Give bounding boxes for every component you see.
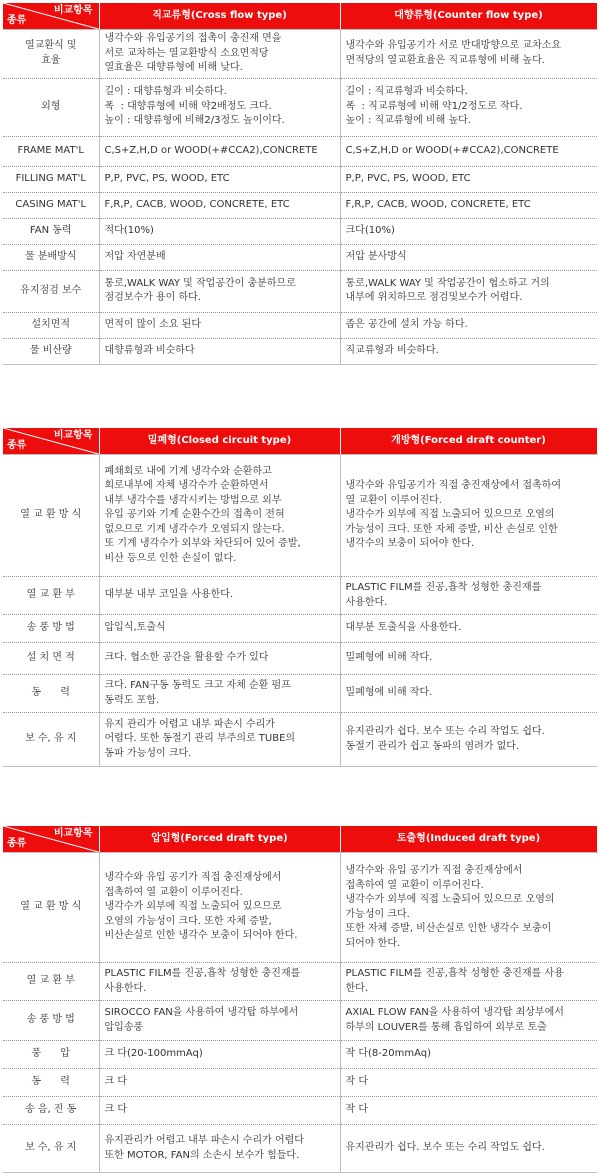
- table-row: [3, 455, 597, 577]
- cell-right: 작 다: [340, 1097, 597, 1125]
- corner-cell: [3, 3, 99, 30]
- cell-right: 밀폐형에 비해 작다.: [340, 643, 597, 675]
- cell-right: 통로,WALK WAY 및 작업공간이 협소하고 거의 내부에 위치하므로 점검및보수가 어렵다.: [340, 270, 597, 312]
- table-row: [3, 1041, 597, 1069]
- cell-right: 저압 분사방식: [340, 244, 597, 270]
- row-label: FRAME MAT'L: [3, 136, 99, 166]
- table-row: [3, 853, 597, 963]
- table-header: [3, 428, 597, 455]
- corner-bottom-label: 종류: [7, 14, 27, 26]
- row-label: CASING MAT'L: [3, 192, 99, 218]
- table-body: [3, 853, 597, 1173]
- corner-top-label: 비교항목: [53, 828, 93, 839]
- cell-right: 유지관리가 쉽다. 보수 또는 수리 작업도 쉽다.: [340, 1125, 597, 1173]
- corner-top-label: 비교항목: [53, 5, 93, 16]
- row-label: 동 력: [3, 1069, 99, 1097]
- cell-right: 크다(10%): [340, 218, 597, 244]
- row-label: 풍 압: [3, 1041, 99, 1069]
- table-row: [3, 244, 597, 270]
- comparison-table-forced-induced: [3, 826, 598, 1173]
- row-label: 열 교 환 부: [3, 963, 99, 1001]
- corner-cell: [3, 826, 99, 853]
- cell-right: 유지관리가 쉽다. 보수 또는 수리 작업도 쉽다. 동절기 관리가 쉽고 동파의 염려가 없다.: [340, 713, 597, 767]
- cell-left: 크 다(20-100mmAq): [99, 1041, 340, 1069]
- cell-right: 냉각수와 유입 공기가 직접 충진재상에서 접촉하여 열 교환이 이루어진다. 냉각수가 외부에 직접 노출되어 있으므로 오염의 가능성이 크다. 또한 자체 증발, 비산손실로 인한 냉각수 보충이 되어야 한다.: [340, 853, 597, 963]
- row-label: 보 수, 유 지: [3, 1125, 99, 1173]
- cell-left: 냉각수와 유입 공기가 직접 충진재상에서 접촉하여 열 교환이 이루어진다. 냉각수가 외부에 직접 노출되어 있으므로 오염의 가능성이 크다. 또한 자체 증발, 비산손실로 인한 냉각수 보충이 되어야 한다.: [99, 853, 340, 963]
- row-label: 보 수, 유 지: [3, 713, 99, 767]
- cell-left: 압입식,토출식: [99, 615, 340, 643]
- cell-right: AXIAL FLOW FAN을 사용하여 냉각탑 최상부에서 하부의 LOUVER를 통해 흡입하여 외부로 토출: [340, 1001, 597, 1041]
- cell-right: 작 다(8-20mmAq): [340, 1041, 597, 1069]
- corner-bottom-label: 종류: [7, 439, 27, 451]
- cell-left: 유지관리가 어렵고 내부 파손시 수리가 어렵다 또한 MOTOR, FAN의 소손시 보수가 힘들다.: [99, 1125, 340, 1173]
- cell-left: 적다(10%): [99, 218, 340, 244]
- table-row: [3, 577, 597, 615]
- row-label: 송 풍 방 법: [3, 615, 99, 643]
- cell-left: F,R,P, CACB, WOOD, CONCRETE, ETC: [99, 192, 340, 218]
- table-row: [3, 1069, 597, 1097]
- row-label: 외형: [3, 78, 99, 136]
- table-row: [3, 30, 597, 79]
- table-row: [3, 136, 597, 166]
- cell-right: 밀폐형에 비해 작다.: [340, 675, 597, 713]
- cell-left: 길이 : 대향류형과 비슷하다. 폭 : 대향류형에 비해 약2배정도 크다. 높이 : 대향류형에 비해2/3정도 높이이다.: [99, 78, 340, 136]
- cell-left: 크다. FAN구동 동력도 크고 자체 순환 펌프 동력도 포함.: [99, 675, 340, 713]
- row-label: 송 음, 진 동: [3, 1097, 99, 1125]
- row-label: 물 분배방식: [3, 244, 99, 270]
- row-label: 열교환식 및 효율: [3, 30, 99, 79]
- table-row: [3, 1125, 597, 1173]
- row-label: 설치면적: [3, 312, 99, 338]
- table-header: [3, 826, 597, 853]
- column-header-cross-flow: 직교류형(Cross flow type): [99, 3, 340, 30]
- column-header-induced-draft: 토출형(Induced draft type): [340, 826, 597, 853]
- comparison-table-closed-open: [3, 428, 598, 767]
- cell-left: 폐쇄회로 내에 기계 냉각수와 순환하고 회로내부에 자체 냉각수가 순환하면서 내부 냉각수를 냉각시키는 방법으로 외부 유입 공기와 기계 순환수간의 접촉이 전혀 없으므로 기계 냉각수가 오염되지 않는다. 또 기계 냉각수가 외부와 차단되어 있어 증발, 비산 등으로 인한 손실이 없다.: [99, 455, 340, 577]
- cell-right: 작 다: [340, 1069, 597, 1097]
- table-row: [3, 312, 597, 338]
- table-row: [3, 1001, 597, 1041]
- row-label: 설 치 면 적: [3, 643, 99, 675]
- row-label: FAN 동력: [3, 218, 99, 244]
- cell-left: 저압 자연분배: [99, 244, 340, 270]
- table-row: [3, 270, 597, 312]
- row-label: 열 교 환 방 식: [3, 853, 99, 963]
- comparison-table-cross-counter: [3, 3, 598, 365]
- cell-right: PLASTIC FILM를 진공,흡착 성형한 충진재를 사용한다.: [340, 577, 597, 615]
- table-row: [3, 78, 597, 136]
- table-row: [3, 963, 597, 1001]
- corner-cell: [3, 428, 99, 455]
- table-row: [3, 615, 597, 643]
- table-row: [3, 192, 597, 218]
- column-header-forced-draft-counter: 개방형(Forced draft counter): [340, 428, 597, 455]
- cell-left: 통로,WALK WAY 및 작업공간이 충분하므로 점검보수가 용이 하다.: [99, 270, 340, 312]
- cell-left: 크 다: [99, 1097, 340, 1125]
- cell-left: 냉각수와 유입공기의 접촉이 충진재 면을 서로 교차하는 열교환방식 소요면적당 열효율은 대향류형에 비해 낮다.: [99, 30, 340, 79]
- column-header-forced-draft: 압입형(Forced draft type): [99, 826, 340, 853]
- cell-left: 유지 관리가 어렵고 내부 파손시 수리가 어렵다. 또한 동절기 관리 부주의로 TUBE의 동파 가능성이 크다.: [99, 713, 340, 767]
- corner-top-label: 비교항목: [53, 430, 93, 441]
- table-row: [3, 643, 597, 675]
- row-label: FILLING MAT'L: [3, 166, 99, 192]
- table-row: [3, 1097, 597, 1125]
- table-body: [3, 455, 597, 767]
- cell-right: 직교류형과 비슷하다.: [340, 338, 597, 364]
- cell-right: P,P, PVC, PS, WOOD, ETC: [340, 166, 597, 192]
- table-row: [3, 713, 597, 767]
- row-label: 열 교 환 방 식: [3, 455, 99, 577]
- row-label: 동 력: [3, 675, 99, 713]
- table-row: [3, 218, 597, 244]
- cell-right: 냉각수와 유입공기가 직접 충진재상에서 접촉하여 열 교환이 이루어진다. 냉각수가 외부에 직접 노출되어 있으므로 오염의 가능성이 크다. 또한 자체 증발, 비산 손실로 인한 냉각수의 보충이 되어야 한다.: [340, 455, 597, 577]
- cell-left: 대향류형과 비슷하다: [99, 338, 340, 364]
- row-label: 물 비산량: [3, 338, 99, 364]
- table-row: [3, 675, 597, 713]
- row-label: 송 풍 방 법: [3, 1001, 99, 1041]
- cell-right: F,R,P, CACB, WOOD, CONCRETE, ETC: [340, 192, 597, 218]
- cell-right: 대부분 토출식을 사용한다.: [340, 615, 597, 643]
- cell-left: 면적이 많이 소요 된다: [99, 312, 340, 338]
- table-row: [3, 166, 597, 192]
- table-body: [3, 30, 597, 365]
- table-header: [3, 3, 597, 30]
- cell-left: P,P, PVC, PS, WOOD, ETC: [99, 166, 340, 192]
- cell-left: 크 다: [99, 1069, 340, 1097]
- cell-right: PLASTIC FILM를 진공,흡착 성형한 충진재를 사용 한다.: [340, 963, 597, 1001]
- cell-right: 좁은 공간에 설치 가능 하다.: [340, 312, 597, 338]
- cell-left: PLASTIC FILM를 진공,흡착 성형한 충진재를 사용한다.: [99, 963, 340, 1001]
- cell-right: 냉각수와 유입공기가 서로 반대방향으로 교차소요 면적당의 열교환효율은 직교류형에 비해 높다.: [340, 30, 597, 79]
- column-header-closed-circuit: 밀폐형(Closed circuit type): [99, 428, 340, 455]
- row-label: 열 교 환 부: [3, 577, 99, 615]
- cell-left: 대부분 내부 코일을 사용한다.: [99, 577, 340, 615]
- cell-right: 길이 : 직교류형과 비슷하다. 폭 : 직교류형에 비해 약1/2정도로 작다. 높이 : 직교류형에 비해 높다.: [340, 78, 597, 136]
- cell-left: 크다. 협소한 공간을 활용할 수가 있다: [99, 643, 340, 675]
- cell-left: SIROCCO FAN을 사용하여 냉각탑 하부에서 압입송풍: [99, 1001, 340, 1041]
- cell-right: C,S+Z,H,D or WOOD(+#CCA2),CONCRETE: [340, 136, 597, 166]
- table-row: [3, 338, 597, 364]
- row-label: 유지점검 보수: [3, 270, 99, 312]
- cell-left: C,S+Z,H,D or WOOD(+#CCA2),CONCRETE: [99, 136, 340, 166]
- column-header-counter-flow: 대향류형(Counter flow type): [340, 3, 597, 30]
- corner-bottom-label: 종류: [7, 837, 27, 849]
